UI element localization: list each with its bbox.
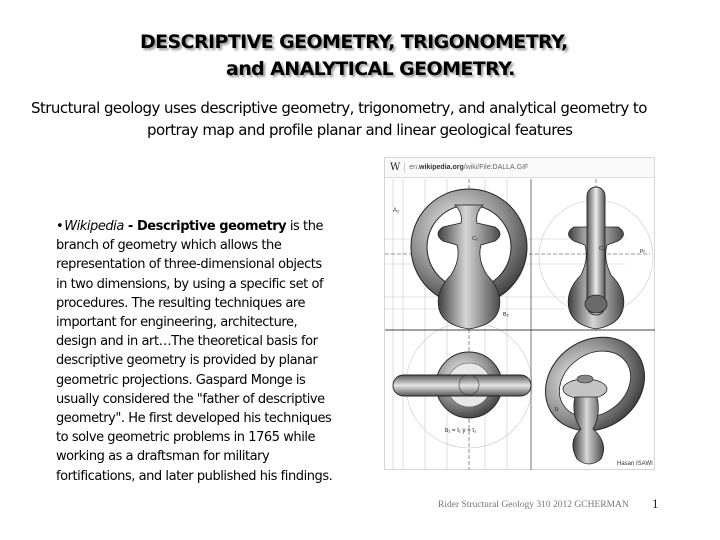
slide-footer: Rider Structural Geology 310 2012 GCHERMAN	[438, 500, 629, 510]
definition-paragraph	[56, 217, 356, 486]
title-line-2: and ANALYTICAL GEOMETRY.	[226, 58, 515, 80]
paragraph-line-0	[56, 217, 356, 236]
defined-term: Descriptive geometry	[136, 219, 287, 234]
divider	[404, 163, 405, 173]
label-bottom-equation: b₁ = t₁ y = t₁	[445, 428, 477, 434]
side-view	[568, 187, 645, 329]
paragraph-line: fortifications, and later published his findings.	[56, 468, 333, 484]
paragraph-line: important for engineering, architecture,	[56, 315, 298, 331]
paragraph-line: procedures. The resulting techniques are	[56, 295, 306, 311]
paragraph-line: to solve geometric problems in 1765 while	[56, 430, 316, 446]
figure-url-bar	[385, 158, 654, 178]
bullet-icon: •	[56, 219, 64, 234]
figure-url	[409, 164, 528, 171]
label-c2: C₂	[472, 236, 479, 242]
paragraph-line: branch of geometry which allows the	[56, 238, 282, 254]
geometry-drawing	[385, 179, 655, 470]
source-name: Wikipedia	[64, 219, 124, 234]
subtitle-line-2: portray map and profile planar and linear geological features	[147, 121, 573, 139]
paragraph-line: representation of three-dimensional objects	[56, 257, 322, 273]
page-number: 1	[652, 496, 659, 511]
figure-credit: Hasan ISAWI	[617, 461, 653, 467]
descriptive-geometry-figure	[384, 157, 655, 470]
url-host: wikipedia.org	[419, 164, 464, 171]
label-p2: p₂	[640, 248, 646, 254]
paragraph-line: geometry". He first developed his techniques	[56, 411, 332, 427]
subtitle-line-1: Structural geology uses descriptive geometry, trigonometry, and analytical geometry to	[31, 99, 647, 117]
paragraph-line: in two dimensions, by using a specific set of	[56, 276, 324, 292]
paragraph-line: working as a draftsman for military	[56, 449, 270, 465]
paragraph-line: geometric projections. Gaspard Monge is	[56, 372, 306, 388]
label-c3: C₃	[599, 246, 606, 252]
url-prefix: en.	[409, 164, 420, 171]
top-view	[393, 352, 531, 434]
label-b: b	[555, 407, 559, 413]
label-b2: B₂	[503, 312, 509, 318]
title-line-1: DESCRIPTIVE GEOMETRY, TRIGONOMETRY,	[140, 31, 568, 53]
url-path: /wiki/File:DALLA.GIF	[463, 164, 529, 171]
label-a2: A₂	[393, 208, 400, 214]
first-line-rest: is the	[286, 219, 324, 234]
dash: -	[123, 219, 137, 234]
wikipedia-logo-icon: W	[390, 162, 401, 173]
paragraph-line: descriptive geometry is provided by planar	[56, 353, 318, 369]
isometric-view	[527, 318, 655, 467]
paragraph-line: usually considered the "father of descriptive	[56, 391, 325, 407]
paragraph-line: design and in art…The theoretical basis for	[56, 334, 318, 350]
